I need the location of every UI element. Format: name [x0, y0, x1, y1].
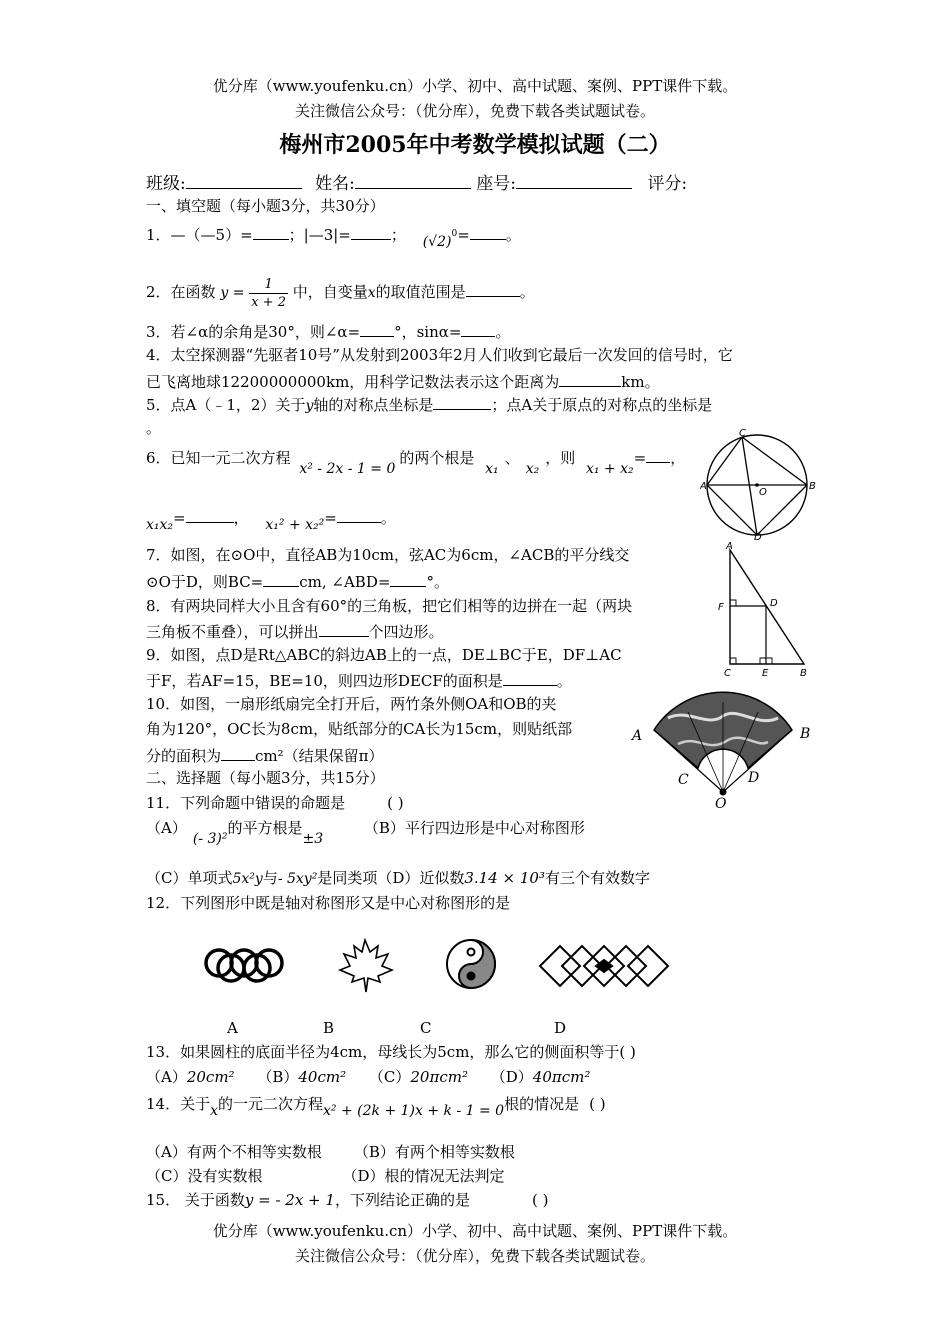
label-o: O [759, 487, 767, 498]
question-13: 13．如果圆柱的底面半径为4cm，母线长为5cm，那么它的侧面积等于( ) [146, 1043, 636, 1061]
q11-option-c[interactable]: （C）单项式5x²y与- 5xy²是同类项（D）近似数 [146, 869, 465, 887]
question-8-line-1: 8．有两块同样大小且含有60°的三角板，把它们相等的边拼在一起（两块 [146, 597, 633, 615]
q2-fraction: $\frac{1}{x + 2}$ [251, 276, 286, 310]
label-o: O [715, 796, 727, 810]
q11-option-b[interactable]: （B）平行四边形是中心对称图形 [363, 819, 585, 837]
q3-blank-2[interactable] [461, 320, 495, 337]
label-e: E [762, 668, 769, 679]
question-14-options-ab [146, 1142, 515, 1162]
question-14: 14．关于x的一元二次方程x² + (2k + 1)x + k - 1 = 0根的情况是 ( ) [146, 1095, 606, 1119]
question-6-line-2: x₁x₂= ， x₁² + x₂²= 。 [146, 506, 396, 529]
score-label: 评分: [647, 174, 688, 194]
label-b: B [800, 668, 807, 679]
q12-figures [200, 938, 680, 994]
question-8-line-2: 三角板不重叠），可以拼出 个四边形。 [146, 620, 444, 642]
question-13-options [146, 1067, 590, 1087]
section-1-title: 一、填空题（每小题3分，共30分） [146, 197, 385, 215]
yin-yang-icon [447, 940, 495, 988]
q12-label-a[interactable]: A [227, 1019, 238, 1037]
student-info [146, 172, 687, 195]
question-7-line-1: 7．如图，在⊙O中，直径AB为10cm，弦AC为6cm，∠ACB的平分线交 [146, 546, 630, 564]
class-label: 班级: [146, 174, 186, 194]
q12-label-d[interactable]: D [554, 1019, 567, 1037]
label-b: B [800, 726, 811, 742]
chord-cb [742, 437, 807, 485]
page-title: 梅州市2005年中考数学模拟试题（二） [279, 132, 671, 158]
question-10-line-1: 10．如图，一扇形纸扇完全打开后，两竹条外侧OA和OB的夹 [146, 695, 557, 713]
q1-blank-2[interactable] [351, 223, 391, 240]
question-11: 11．下列命题中错误的命题是 ( ) [146, 794, 404, 812]
label-c: C [724, 668, 731, 679]
q2-blank[interactable] [466, 280, 520, 297]
q14-option-d[interactable]: （D）根的情况无法判定 [342, 1167, 505, 1185]
q14-option-a[interactable]: （A）有两个不相等实数根 [146, 1143, 322, 1161]
label-d: D [748, 770, 760, 786]
q14-equation: x² + (2k + 1)x + k - 1 = 0 [323, 1103, 505, 1119]
q13-option-d[interactable]: （D）40πcm² [490, 1068, 591, 1086]
q13-option-a[interactable]: （A）20cm² [146, 1068, 235, 1086]
question-14-options-cd [146, 1166, 505, 1186]
question-11-options-ab [146, 818, 585, 847]
triangle-figure [712, 540, 822, 680]
section-2-title: 二、选择题（每小题3分，共15分） [146, 769, 385, 787]
q12-label-b[interactable]: B [323, 1019, 335, 1037]
q11-option-d[interactable]: 3.14 × 10³有三个有效数字 [464, 869, 650, 887]
circle-figure [700, 428, 820, 540]
seat-label: 座号: [476, 174, 517, 194]
triangle-abc [730, 550, 804, 664]
label-a: A [632, 728, 643, 744]
question-10-line-3: 分的面积为 cm²（结果保留π） [146, 744, 384, 766]
label-a: A [726, 541, 733, 552]
pivot [720, 789, 727, 796]
question-4-line-1: 4．太空探测器“先驱者10号”从发射到2003年2月人们收到它最后一次发回的信号时，它 [146, 346, 733, 364]
chord-ac [707, 437, 742, 485]
fan-figure [628, 688, 820, 810]
question-11-options-cd [146, 868, 650, 889]
seat-blank[interactable] [516, 172, 632, 189]
q10-blank[interactable] [221, 744, 255, 761]
header-line-1: 优分库（www.youfenku.cn）小学、初中、高中试题、案例、PPT课件下载。 [212, 77, 738, 95]
question-5: 5．点A（﹣1，2）关于y轴的对称点坐标是 ；点A关于原点的对称点的坐标是 [146, 393, 712, 416]
q6-blank-2[interactable] [186, 506, 234, 523]
label-a: A [700, 481, 707, 492]
q14-option-c[interactable]: （C）没有实数根 [146, 1167, 263, 1185]
question-1: 1．—（—5）= ；|—3|= ； $(√2)^0=$ 。 [146, 222, 521, 246]
label-b: B [809, 481, 816, 492]
name-label: 姓名: [315, 174, 355, 194]
question-9-line-2: 于F，若AF=15，BE=10，则四边形DECF的面积是 。 [146, 669, 572, 691]
olympic-rings-icon [206, 950, 282, 981]
diamond-pattern-icon [540, 946, 668, 986]
footer-line-1: 优分库（www.youfenku.cn）小学、初中、高中试题、案例、PPT课件下载。 [212, 1222, 738, 1240]
question-15: 15． 关于函数y = - 2x + 1，下列结论正确的是 ( ) [146, 1191, 549, 1209]
label-c: C [678, 772, 689, 788]
q7-blank-1[interactable] [263, 570, 299, 587]
q1-blank-3[interactable] [470, 223, 506, 240]
question-4-line-2: 已飞离地球12200000000km，用科学记数法表示这个距离为 km。 [146, 370, 660, 392]
footer-line-2: 关注微信公众号：（优分库），免费下载各类试题试卷。 [294, 1247, 655, 1265]
question-10-line-2: 角为120°，OC长为8cm，贴纸部分的CA长为15cm，则贴纸部 [146, 720, 573, 738]
q8-blank[interactable] [319, 620, 369, 637]
question-12: 12．下列图形中既是轴对称图形又是中心对称图形的是 [146, 894, 511, 912]
q6-equation: x² - 2x - 1 = 0 [299, 461, 396, 477]
label-f: F [718, 602, 724, 613]
q6-blank-1[interactable] [646, 446, 670, 463]
question-6-line-1: 6．已知一元二次方程 x² - 2x - 1 = 0的两个根是 x₁、x₂，则 x₁ + x₂= ， [146, 446, 685, 469]
q11-option-a[interactable]: （A）(- 3)²的平方根是±3 [146, 819, 324, 847]
header-line-2: 关注微信公众号：（优分库），免费下载各类试题试卷。 [294, 102, 655, 120]
class-blank[interactable] [186, 172, 302, 189]
q14-option-b[interactable]: （B）有两个相等实数根 [353, 1143, 515, 1161]
q1-blank-1[interactable] [253, 223, 289, 240]
question-5-end: 。 [146, 419, 162, 437]
q4-blank[interactable] [559, 370, 621, 387]
q6-blank-3[interactable] [337, 506, 381, 523]
chord-cd [742, 437, 757, 535]
q13-option-c[interactable]: （C）20πcm² [368, 1068, 468, 1086]
q3-blank-1[interactable] [360, 320, 394, 337]
label-c: C [739, 428, 746, 439]
q13-option-b[interactable]: （B）40cm² [257, 1068, 347, 1086]
q9-blank[interactable] [503, 669, 557, 686]
question-2: 2．在函数 y = $\frac{1}{x + 2}$ 中，自变量x的取值范围是 。 [146, 276, 535, 310]
question-7-line-2: ⊙O于D，则BC= cm, ∠ABD= °。 [146, 570, 449, 592]
q1-radical-expr: (√2) [422, 234, 452, 250]
q7-blank-2[interactable] [390, 570, 426, 587]
maple-leaf-icon [340, 940, 392, 992]
question-9-line-1: 9．如图，点D是Rt△ABC的斜边AB上的一点，DE⊥BC于E，DF⊥AC [146, 646, 622, 664]
q5-blank-1[interactable] [433, 393, 491, 410]
label-d: D [770, 598, 778, 609]
name-blank[interactable] [355, 172, 471, 189]
q12-label-c[interactable]: C [420, 1019, 432, 1037]
question-3: 3．若∠α的余角是30°，则∠α= °，sinα= 。 [146, 320, 510, 342]
q15-equation: y = - 2x + 1 [244, 1191, 335, 1209]
label-d: D [754, 532, 762, 540]
